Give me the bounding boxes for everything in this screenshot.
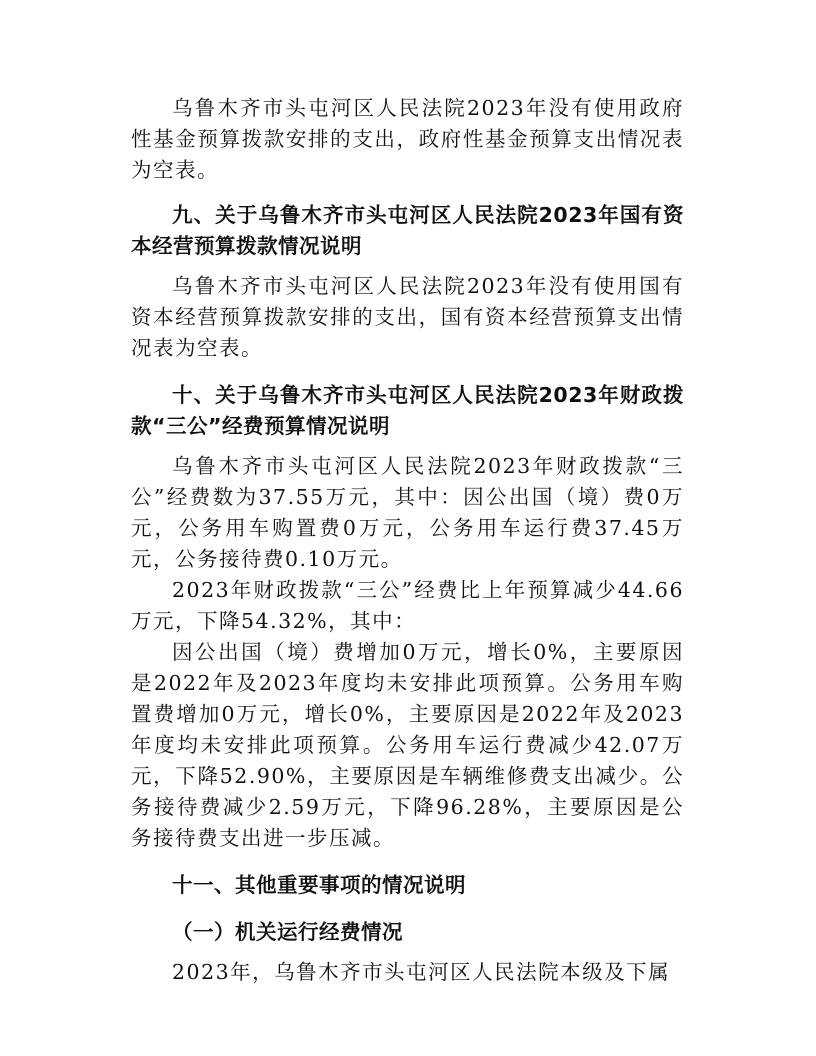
body-paragraph: 因公出国（境）费增加0万元，增长0%，主要原因是2022年及2023年度均未安排此项预算。公务用车购置费增加0万元，增长0%，主要原因是2022年及2023年度均未安排此项预算。公务用车运行费减少42.07万元，下降52.90%，主要原因是车辆维修费支出减少。公务接待费减少2.59万元，下降96.28%，主要原因是公务接待费支出进一步压减。 [131, 640, 684, 850]
subsection-heading: （一）机关运行经费情况 [172, 920, 403, 944]
body-paragraph: 乌鲁木齐市头屯河区人民法院2023年没有使用国有资本经营预算拨款安排的支出，国有资本经营预算支出情况表为空表。 [131, 274, 684, 360]
section-heading-9: 九、关于乌鲁木齐市头屯河区人民法院2023年国有资本经营预算拨款情况说明 [131, 203, 684, 258]
body-paragraph: 2023年，乌鲁木齐市头屯河区人民法院本级及下属 [172, 960, 671, 984]
body-paragraph: 乌鲁木齐市头屯河区人民法院2023年没有使用政府性基金预算拨款安排的支出，政府性基金预算支出情况表为空表。 [131, 96, 684, 182]
section-heading-11: 十一、其他重要事项的情况说明 [172, 873, 466, 897]
body-paragraph: 乌鲁木齐市头屯河区人民法院2023年财政拨款“三公”经费数为37.55万元，其中：因公出国（境）费0万元，公务用车购置费0万元，公务用车运行费37.45万元，公务接待费0.10万元。 [131, 454, 684, 571]
body-paragraph: 2023年财政拨款“三公”经费比上年预算减少44.66万元，下降54.32%，其中： [131, 578, 684, 633]
document-page [131, 93, 684, 988]
section-heading-10: 十、关于乌鲁木齐市头屯河区人民法院2023年财政拨款“三公”经费预算情况说明 [131, 383, 684, 438]
